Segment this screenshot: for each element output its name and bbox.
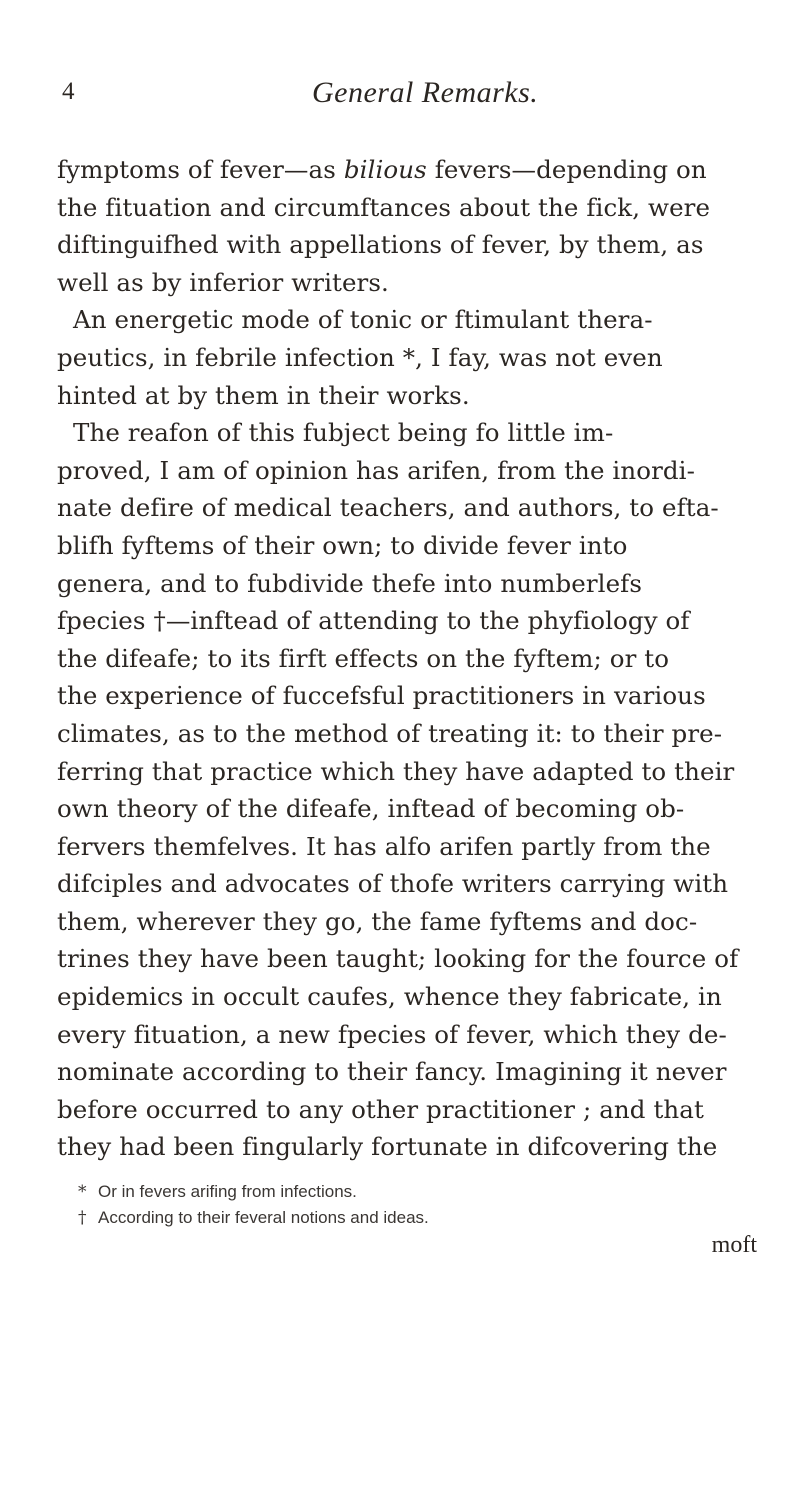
text-line: difciples and advocates of thofe writers carrying with — [57, 869, 729, 899]
footnote — [78, 1205, 758, 1231]
body-text — [57, 151, 767, 1166]
text-line: genera, and to fubdivide thefe into numberlefs — [57, 568, 643, 598]
text-line: hinted at by them in their works. — [57, 380, 470, 410]
text-segment: fevers—depending on — [426, 155, 707, 184]
footnote-mark: † — [78, 1208, 87, 1228]
text-line: diftinguifhed with appellations of fever, by them, as — [57, 230, 704, 260]
text-segment-italic: bilious — [343, 155, 427, 184]
text-line: fervers themfelves. It has alfo arifen partly from the — [57, 831, 711, 861]
text-line: trines they have been taught; looking for the fource of — [57, 944, 739, 974]
text-line — [57, 151, 767, 189]
text-line: blifh fyftems of their own; to divide fever into — [57, 530, 628, 560]
text-line: ferring that practice which they have adapted to their — [57, 756, 735, 786]
text-segment: fymptoms of fever—as — [57, 155, 344, 184]
page-title: General Remarks. — [312, 76, 539, 109]
text-line: the fituation and circumftances about the fick, were — [57, 192, 711, 222]
footnotes — [78, 1179, 758, 1231]
text-line: well as by inferior writers. — [57, 267, 389, 297]
text-line: proved, I am of opinion has arifen, from the inordi- — [57, 455, 696, 485]
page-number: 4 — [62, 78, 75, 105]
footnote — [78, 1179, 758, 1205]
text-line: the difeafe; to its firft effects on the fyftem; or to — [57, 643, 670, 673]
footnote-mark: * — [78, 1182, 87, 1202]
text-line: An energetic mode of tonic or ftimulant thera- — [73, 305, 653, 335]
text-line: every fituation, a new fpecies of fever, which they de- — [57, 1019, 727, 1049]
text-line: The reafon of this fubject being fo little im- — [73, 418, 614, 448]
text-line: them, wherever they go, the fame fyftems and doc- — [57, 906, 698, 936]
text-line: they had been fingularly fortunate in difcovering the — [57, 1132, 718, 1162]
catchword: moft — [711, 1232, 757, 1258]
text-line: fpecies †—inftead of attending to the phyfiology of — [57, 606, 690, 636]
text-line: the experience of fuccefsful practitioners in various — [57, 681, 706, 711]
text-line: peutics, in febrile infection *, I fay, was not even — [57, 342, 663, 372]
footnote-text: Or in fevers arifing from infections. — [98, 1182, 357, 1201]
text-line: nate defire of medical teachers, and authors, to efta- — [57, 493, 719, 523]
text-line: epidemics in occult caufes, whence they fabricate, in — [57, 982, 722, 1012]
footnote-text: According to their feveral notions and ideas. — [98, 1208, 429, 1227]
text-line: before occurred to any other practitioner ; and that — [57, 1094, 704, 1124]
text-line: own theory of the difeafe, inftead of becoming ob- — [57, 794, 685, 824]
text-line: nominate according to their fancy. Imagining it never — [57, 1057, 727, 1087]
text-line: climates, as to the method of treating it: to their pre- — [57, 718, 723, 748]
running-head — [40, 76, 770, 116]
